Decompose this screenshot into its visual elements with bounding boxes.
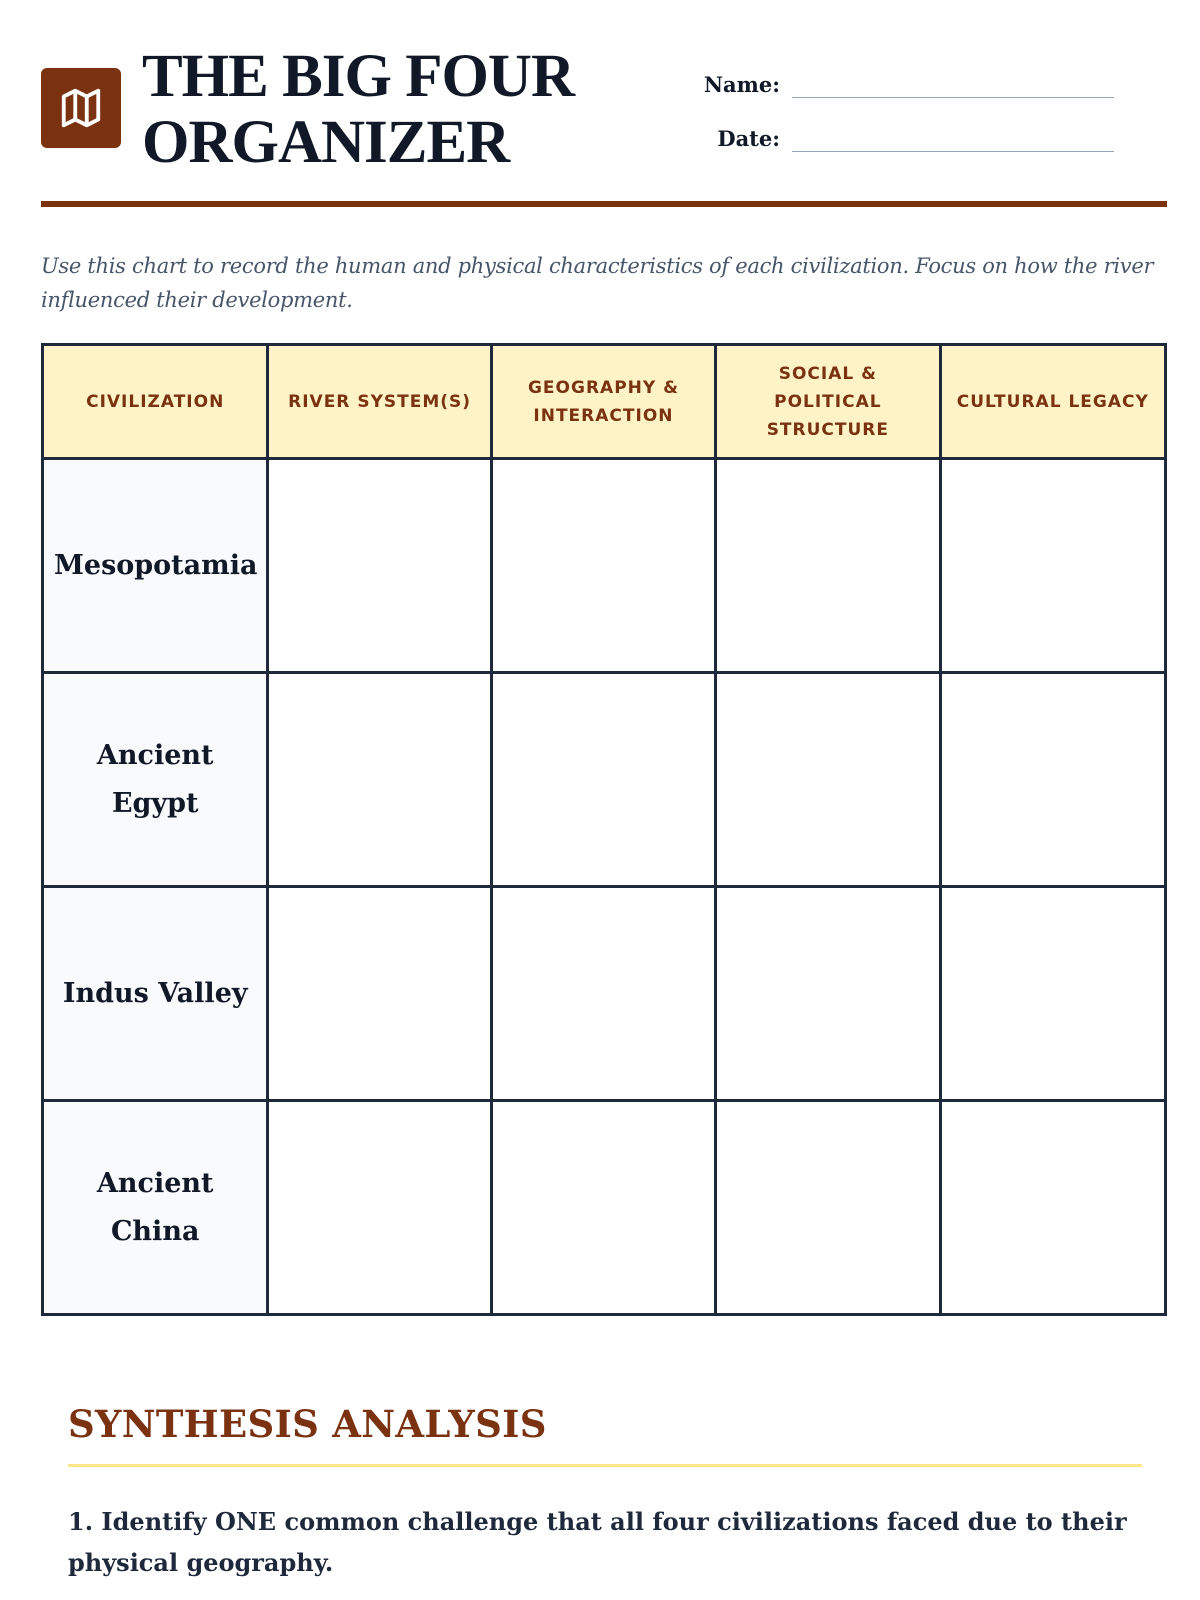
name-input-line[interactable] bbox=[792, 70, 1114, 98]
organizer-table bbox=[41, 343, 1167, 1316]
answer-cell[interactable] bbox=[268, 459, 491, 673]
answer-cell[interactable] bbox=[716, 1101, 940, 1315]
row-label-mesopotamia: Mesopotamia bbox=[43, 459, 268, 673]
date-field bbox=[690, 124, 1114, 152]
column-header-river-systems: RIVER SYSTEM(S) bbox=[268, 345, 491, 459]
date-label: Date: bbox=[717, 126, 780, 151]
question-1: 1. Identify ONE common challenge that all four civilizations faced due to their physical geography. bbox=[68, 1507, 1127, 1577]
logo-badge bbox=[41, 68, 121, 148]
table-row bbox=[43, 887, 1166, 1101]
column-header-cultural-legacy: CULTURAL LEGACY bbox=[940, 345, 1165, 459]
section-title: SYNTHESIS ANALYSIS bbox=[68, 1402, 547, 1446]
answer-cell[interactable] bbox=[268, 887, 491, 1101]
header-divider bbox=[41, 201, 1167, 207]
instructions-text: Use this chart to record the human and physical characteristics of each civilization. Focus on how the river influenced their development. bbox=[41, 254, 1154, 312]
table-row bbox=[43, 459, 1166, 673]
answer-cell[interactable] bbox=[716, 887, 940, 1101]
table-header-row bbox=[43, 345, 1166, 459]
worksheet-header bbox=[41, 44, 1167, 184]
answer-cell[interactable] bbox=[491, 1101, 715, 1315]
answer-cell[interactable] bbox=[940, 673, 1165, 887]
answer-cell[interactable] bbox=[940, 887, 1165, 1101]
row-label-indus-valley: Indus Valley bbox=[43, 887, 268, 1101]
row-label-ancient-egypt: Ancient Egypt bbox=[43, 673, 268, 887]
answer-cell[interactable] bbox=[491, 459, 715, 673]
column-header-geography: GEOGRAPHY & INTERACTION bbox=[491, 345, 715, 459]
table-row bbox=[43, 673, 1166, 887]
column-header-social-political: SOCIAL & POLITICAL STRUCTURE bbox=[716, 345, 940, 459]
answer-cell[interactable] bbox=[491, 887, 715, 1101]
page-title: THE BIG FOUR ORGANIZER bbox=[142, 43, 575, 176]
answer-cell[interactable] bbox=[268, 673, 491, 887]
map-icon bbox=[58, 85, 104, 131]
answer-cell[interactable] bbox=[716, 459, 940, 673]
answer-cell[interactable] bbox=[940, 1101, 1165, 1315]
answer-cell[interactable] bbox=[940, 459, 1165, 673]
table-row bbox=[43, 1101, 1166, 1315]
column-header-civilization: CIVILIZATION bbox=[43, 345, 268, 459]
row-label-ancient-china: Ancient China bbox=[43, 1101, 268, 1315]
answer-cell[interactable] bbox=[268, 1101, 491, 1315]
section-divider bbox=[68, 1464, 1142, 1467]
answer-cell[interactable] bbox=[491, 673, 715, 887]
name-label: Name: bbox=[703, 72, 780, 97]
synthesis-section bbox=[68, 1400, 1142, 1583]
answer-cell[interactable] bbox=[716, 673, 940, 887]
date-input-line[interactable] bbox=[792, 124, 1114, 152]
name-field bbox=[690, 70, 1114, 98]
